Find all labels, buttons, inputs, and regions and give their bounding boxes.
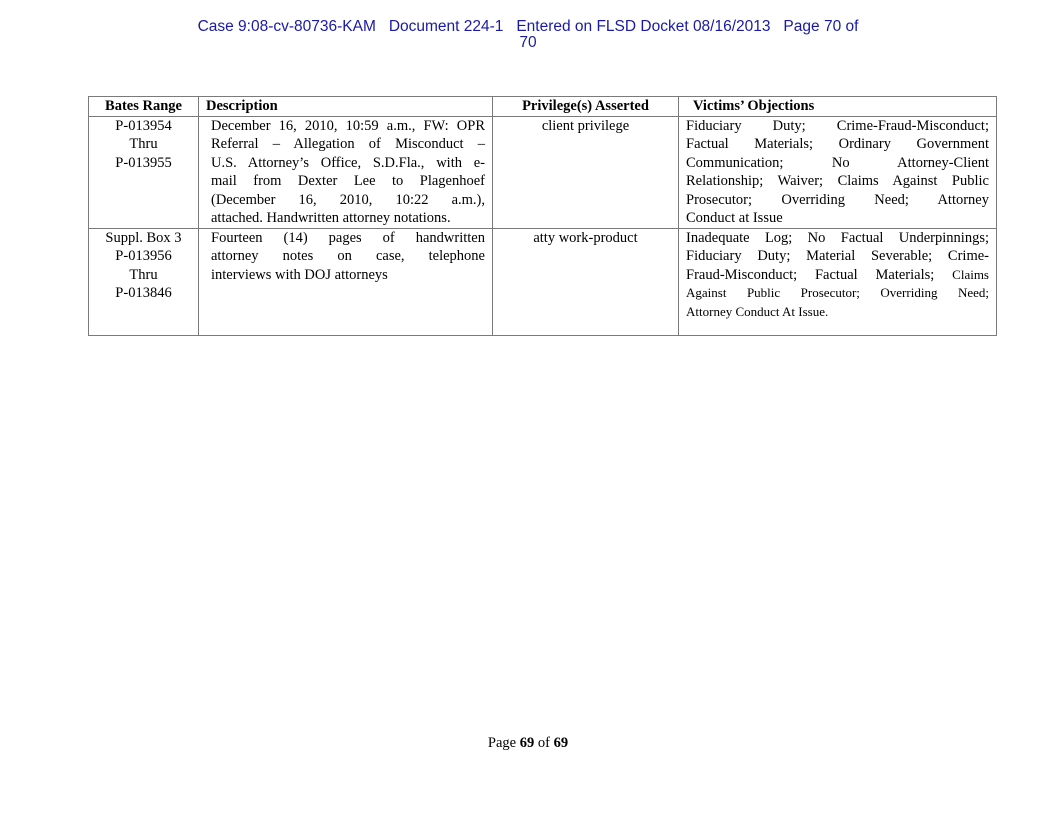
- page-footer-total: 69: [553, 735, 569, 751]
- objection-line-tail: Claims: [952, 266, 989, 282]
- description-line: U.S. Attorney’s Office, S.D.Fla., with e-: [211, 154, 485, 171]
- description-cell: [199, 228, 493, 335]
- bates-line: Thru: [129, 136, 158, 152]
- objection-line-text: Fraud-Misconduct; Factual Materials;: [686, 266, 935, 283]
- table-header-row: [89, 97, 997, 117]
- header-privileges-asserted: Privilege(s) Asserted: [493, 97, 679, 117]
- bates-line: P-013956: [115, 248, 172, 264]
- table-row: [89, 116, 997, 228]
- objections-cell: [679, 116, 997, 228]
- objection-line: Relationship; Waiver; Claims Against Public: [686, 173, 989, 189]
- description-line: mail from Dexter Lee to Plagenhoef: [211, 173, 485, 189]
- bates-line: Thru: [129, 266, 158, 283]
- bates-line: Suppl. Box 3: [105, 229, 182, 246]
- description-line: attorney notes on case, telephone: [211, 248, 485, 264]
- bates-range-cell: [89, 116, 199, 228]
- objection-line: Fiduciary Duty; Material Severable; Crime-: [686, 248, 989, 264]
- objection-line: Conduct at Issue: [686, 210, 783, 226]
- bates-line: P-013955: [115, 154, 172, 171]
- header-bates-range: Bates Range: [89, 97, 199, 117]
- description-line: December 16, 2010, 10:59 a.m., FW: OPR: [211, 117, 485, 134]
- objection-line: Factual Materials; Ordinary Government: [686, 136, 989, 152]
- docket-header: [0, 19, 1056, 51]
- bates-range-cell: [89, 228, 199, 335]
- description-line: Referral – Allegation of Misconduct –: [211, 136, 485, 152]
- objection-line: Communication; No Attorney-Client: [686, 154, 989, 171]
- objections-cell: [679, 228, 997, 335]
- page-footer-of: of: [537, 735, 550, 751]
- objection-line: Attorney Conduct At Issue.: [686, 303, 829, 319]
- bates-line: P-013954: [115, 117, 172, 134]
- description-line: interviews with DOJ attorneys: [211, 266, 388, 283]
- description-line: attached. Handwritten attorney notations.: [211, 210, 451, 226]
- table-row: [89, 228, 997, 335]
- privilege-asserted-cell: atty work-product: [493, 228, 679, 335]
- objection-line: [686, 266, 989, 285]
- header-description: Description: [199, 97, 493, 117]
- description-line: Fourteen (14) pages of handwritten: [211, 229, 485, 246]
- description-line: (December 16, 2010, 10:22 a.m.),: [211, 191, 485, 208]
- objection-line: Inadequate Log; No Factual Underpinnings;: [686, 229, 989, 246]
- objection-line: Prosecutor; Overriding Need; Attorney: [686, 191, 989, 208]
- header-victims-objections: Victims’ Objections: [679, 97, 997, 117]
- privilege-asserted-cell: client privilege: [493, 116, 679, 228]
- docket-header-line-1: Case 9:08-cv-80736-KAM Document 224-1 Entered on FLSD Docket 08/16/2013 Page 70 of: [197, 18, 859, 35]
- docket-header-line-2: 70: [519, 34, 537, 51]
- objection-line: Fiduciary Duty; Crime-Fraud-Misconduct;: [686, 117, 989, 134]
- objection-line: Against Public Prosecutor; Overriding Need;: [686, 285, 989, 300]
- bates-line: P-013846: [115, 285, 172, 301]
- page-footer-prefix: Page: [487, 735, 517, 751]
- privilege-log-table: [88, 96, 997, 336]
- page-footer: [0, 735, 1056, 752]
- page-footer-current: 69: [519, 735, 535, 751]
- description-cell: [199, 116, 493, 228]
